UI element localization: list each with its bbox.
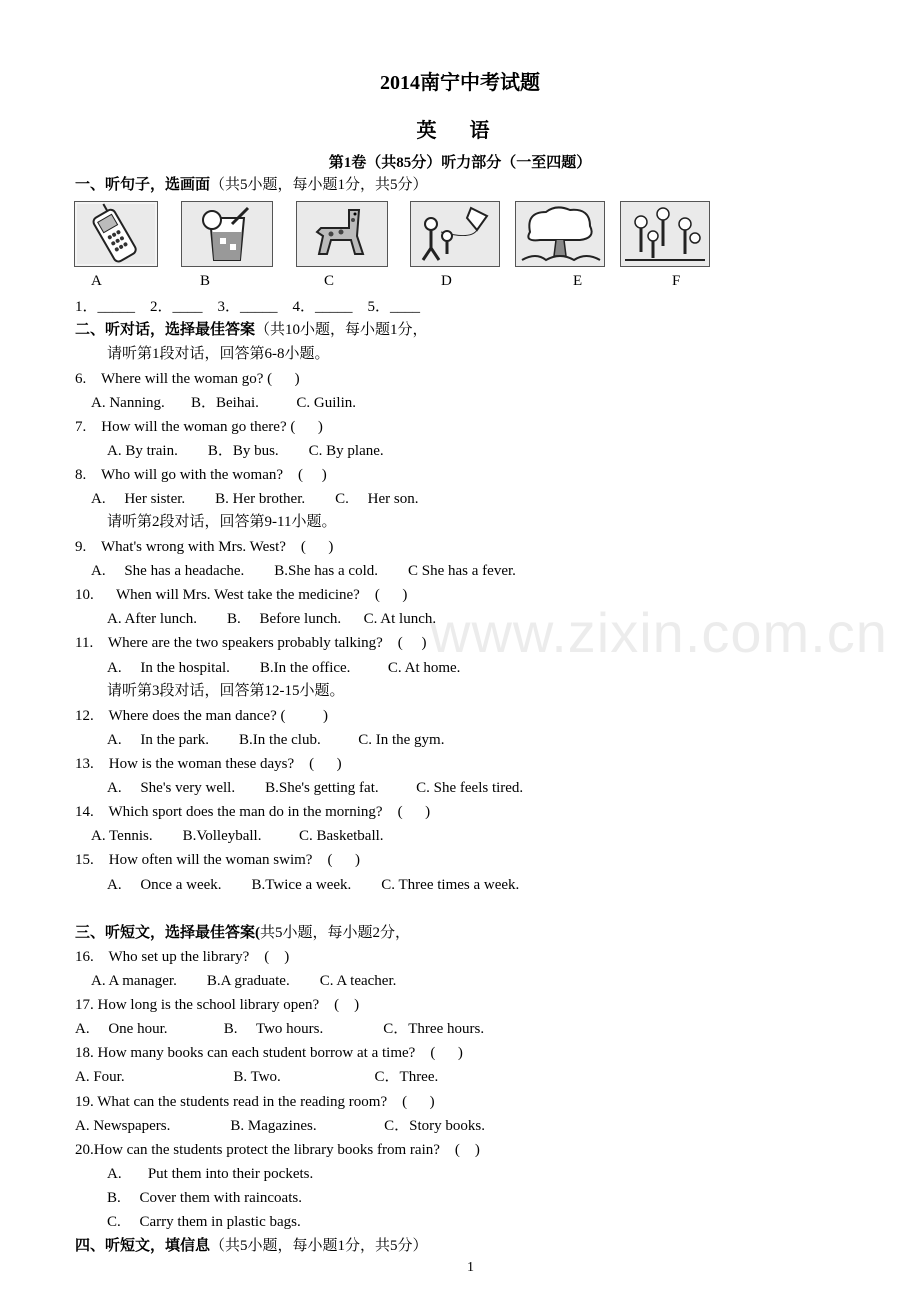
section-2-heading: 二、听对话，选择最佳答案（共10小题，每小题1分， [75,322,428,338]
question-14: 14. Which sport does the man do in the morning? ( ) [75,804,431,820]
option-20-a: A. Put them into their pockets. [107,1166,314,1182]
picture-label-d: D [441,273,452,289]
options-7: A. By train. B．By bus. C. By plane. [107,443,384,459]
options-13: A. She's very well. B.She's getting fat. C. She feels tired. [107,780,524,796]
options-6: A. Nanning. B．Beihai. C. Guilin. [91,395,356,411]
picture-label-e: E [573,273,583,289]
options-16: A. A manager. B.A graduate. C. A teacher. [91,973,397,989]
question-16: 16. Who set up the library? ( ) [75,949,290,965]
question-15: 15. How often will the woman swim? ( ) [75,852,360,868]
options-17: A. One hour. B. Two hours. C．Three hours. [75,1021,485,1037]
section-1-heading: 一、听句子，选画面（共5小题，每小题1分，共5分） [75,177,428,193]
kids-kite-icon [410,201,500,267]
children-playing-icon [620,201,710,267]
picture-label-a: A [91,273,102,289]
question-9: 9. What's wrong with Mrs. West? ( ) [75,539,334,555]
dialogue-1-instruction: 请听第1段对话，回答第6-8小题。 [107,346,330,362]
options-8: A. Her sister. B. Her brother. C. Her son. [91,491,419,507]
subject-title: 英 语 [416,120,504,142]
options-15: A. Once a week. B.Twice a week. C. Three times a week. [107,877,520,893]
question-8: 8. Who will go with the woman? ( ) [75,467,327,483]
giraffe-toy-icon [296,201,388,267]
question-17: 17. How long is the school library open? ( ) [75,997,360,1013]
options-12: A. In the park. B.In the club. C. In the gym. [107,732,445,748]
question-7: 7. How will the woman go there? ( ) [75,419,323,435]
question-12: 12. Where does the man dance? ( ) [75,708,328,724]
dialogue-2-instruction: 请听第2段对话，回答第9-11小题。 [107,514,337,530]
volume-heading: 第1卷（共85分）听力部分（一至四题） [328,155,592,171]
section-4-heading: 四、听短文，填信息（共5小题，每小题1分，共5分） [75,1238,428,1254]
watermark: www.zixin.com.cn [430,601,888,664]
answer-blanks: 1．_____ 2．____ 3．_____ 4．_____ 5．____ [75,299,421,315]
question-10: 10. When will Mrs. West take the medicine? ( ) [75,587,408,603]
question-6: 6. Where will the woman go? ( ) [75,371,300,387]
options-10: A. After lunch. B. Before lunch. C. At lunch. [107,611,437,627]
option-20-b: B. Cover them with raincoats. [107,1190,302,1206]
juice-drink-icon [181,201,273,267]
mobile-phone-icon [74,201,158,267]
question-20: 20.How can the students protect the library books from rain? ( ) [75,1142,480,1158]
dialogue-3-instruction: 请听第3段对话，回答第12-15小题。 [107,683,345,699]
exam-title: 2014南宁中考试题 [380,72,540,94]
section-3-heading: 三、听短文，选择最佳答案(共5小题，每小题2分， [75,925,411,941]
page-number: 1 [467,1260,474,1275]
options-11: A. In the hospital. B.In the office. C. At home. [107,660,461,676]
picture-label-b: B [200,273,211,289]
picture-label-c: C [324,273,335,289]
options-9: A. She has a headache. B.She has a cold. C She has a fever. [91,563,516,579]
options-18: A. Four. B. Two. C．Three. [75,1069,439,1085]
options-19: A. Newspapers. B. Magazines. C．Story books. [75,1118,485,1134]
question-19: 19. What can the students read in the reading room? ( ) [75,1094,435,1110]
question-13: 13. How is the woman these days? ( ) [75,756,342,772]
picture-label-f: F [672,273,681,289]
option-20-c: C. Carry them in plastic bags. [107,1214,301,1230]
question-11: 11. Where are the two speakers probably talking? ( ) [75,635,427,651]
options-14: A. Tennis. B.Volleyball. C. Basketball. [91,828,384,844]
tree-icon [515,201,605,267]
question-18: 18. How many books can each student borrow at a time? ( ) [75,1045,463,1061]
